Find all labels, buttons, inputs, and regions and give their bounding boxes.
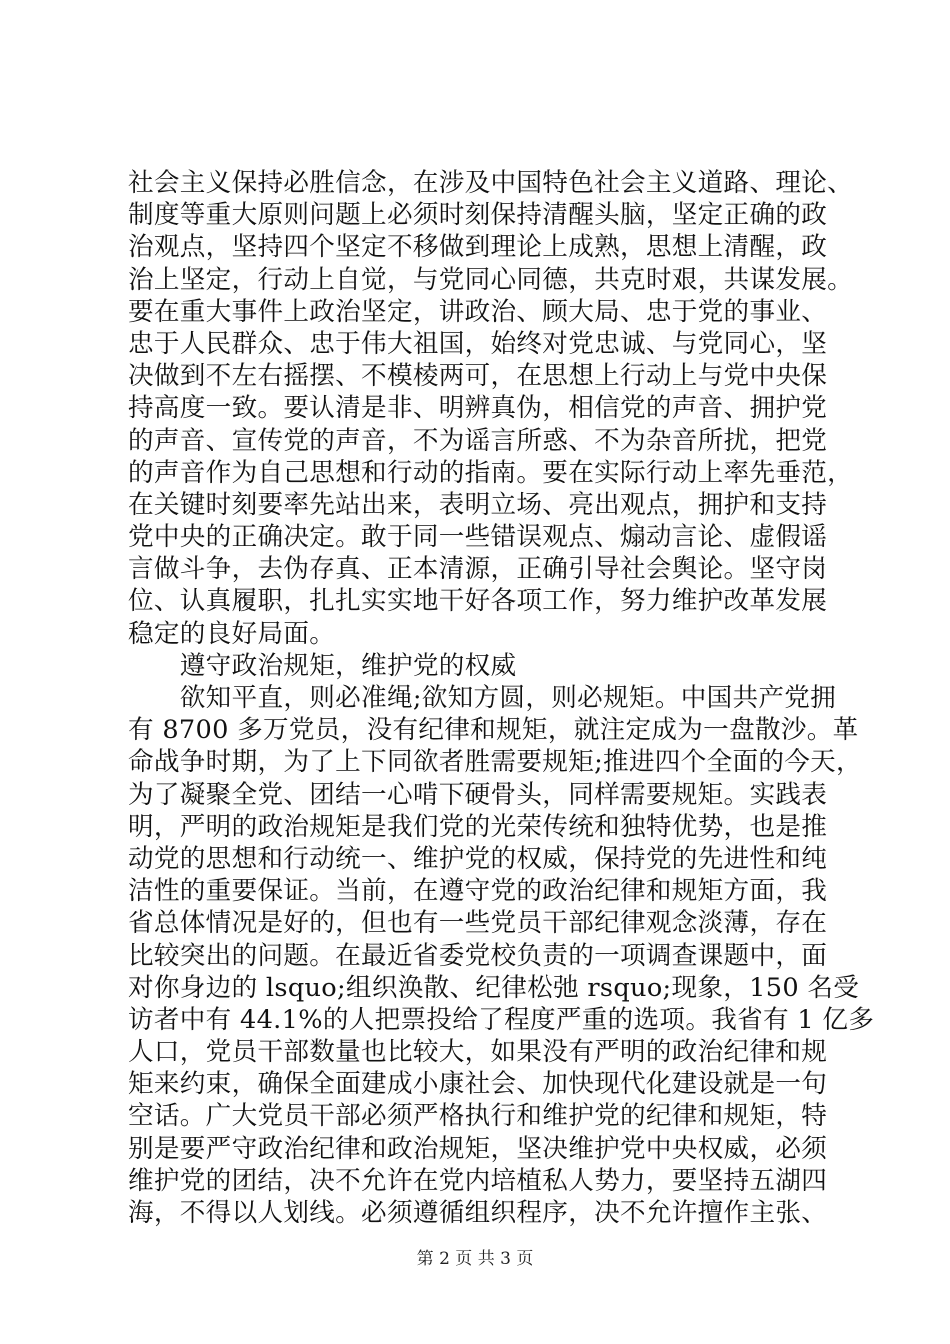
- text-line: 的声音作为自己思想和行动的指南。要在实际行动上率先垂范，: [128, 457, 854, 488]
- text-line: 海，不得以人划线。必须遵循组织程序，决不允许擅作主张、: [128, 1198, 828, 1228]
- text-line: 治上坚定，行动上自觉，与党同心同德，共克时艰，共谋发展。: [128, 264, 854, 295]
- text-line: 明，严明的政治规矩是我们党的光荣传统和独特优势，也是推: [128, 811, 828, 842]
- text-line: 持高度一致。要认清是非、明辨真伪，相信党的声音、拥护党: [128, 393, 828, 424]
- page-number: 第 2 页 共 3 页: [416, 1249, 534, 1269]
- text-line: 要在重大事件上政治坚定，讲政治、顾大局、忠于党的事业、: [128, 296, 828, 327]
- text-line: 治观点，坚持四个坚定不移做到理论上成熟，思想上清醒，政: [128, 232, 828, 263]
- text-line: 在关键时刻要率先站出来，表明立场、亮出观点，拥护和支持: [128, 489, 828, 520]
- text-line: 位、认真履职，扎扎实实地干好各项工作，努力维护改革发展: [128, 586, 828, 617]
- text-line: 矩来约束，确保全面建成小康社会、加快现代化建设就是一句: [128, 1069, 828, 1100]
- text-line: 忠于人民群众、忠于伟大祖国，始终对党忠诚、与党同心，坚: [128, 328, 828, 359]
- page-footer: [0, 1244, 950, 1269]
- text-line: 命战争时期，为了上下同欲者胜需要规矩;推进四个全面的今天，: [128, 747, 862, 778]
- text-line: 制度等重大原则问题上必须时刻保持清醒头脑，坚定正确的政: [128, 200, 828, 231]
- text-line: 有 8700 多万党员，没有纪律和规矩，就注定成为一盘散沙。革: [128, 715, 859, 746]
- text-line: 动党的思想和行动统一、维护党的权威，保持党的先进性和纯: [128, 843, 828, 874]
- text-line: 欲知平直，则必准绳;欲知方圆，则必规矩。中国共产党拥: [128, 683, 837, 713]
- text-line: 稳定的良好局面。: [128, 618, 336, 649]
- body-text: [128, 167, 875, 1229]
- text-line: 省总体情况是好的，但也有一些党员干部纪律观念淡薄，存在: [128, 908, 828, 939]
- text-line: 对你身边的 lsquo;组织涣散、纪律松弛 rsquo;现象，150 名受: [128, 972, 860, 1003]
- text-line: 空话。广大党员干部必须严格执行和维护党的纪律和规矩，特: [128, 1101, 828, 1132]
- text-line: 维护党的团结，决不允许在党内培植私人势力，要坚持五湖四: [128, 1165, 828, 1196]
- text-line: 言做斗争，去伪存真、正本清源，正确引导社会舆论。坚守岗: [128, 554, 828, 585]
- text-line: 社会主义保持必胜信念，在涉及中国特色社会主义道路、理论、: [128, 168, 854, 198]
- text-line: 比较突出的问题。在最近省委党校负责的一项调查课题中，面: [128, 940, 828, 971]
- text-line: 洁性的重要保证。当前，在遵守党的政治纪律和规矩方面，我: [128, 876, 828, 907]
- text-line: 为了凝聚全党、团结一心啃下硬骨头，同样需要规矩。实践表: [128, 779, 828, 810]
- text-line: 别是要严守政治纪律和政治规矩，坚决维护党中央权威，必须: [128, 1133, 828, 1164]
- text-line: 党中央的正确决定。敢于同一些错误观点、煽动言论、虚假谣: [128, 522, 828, 553]
- text-line: 的声音、宣传党的声音，不为谣言所惑、不为杂音所扰，把党: [128, 425, 828, 456]
- text-line: 决做到不左右摇摆、不模棱两可，在思想上行动上与党中央保: [128, 361, 828, 392]
- section-heading: 遵守政治规矩，维护党的权威: [128, 650, 517, 681]
- text-line: 访者中有 44.1%的人把票投给了程度严重的选项。我省有 1 亿多: [128, 1004, 875, 1035]
- text-line: 人口，党员干部数量也比较大，如果没有严明的政治纪律和规: [128, 1037, 828, 1068]
